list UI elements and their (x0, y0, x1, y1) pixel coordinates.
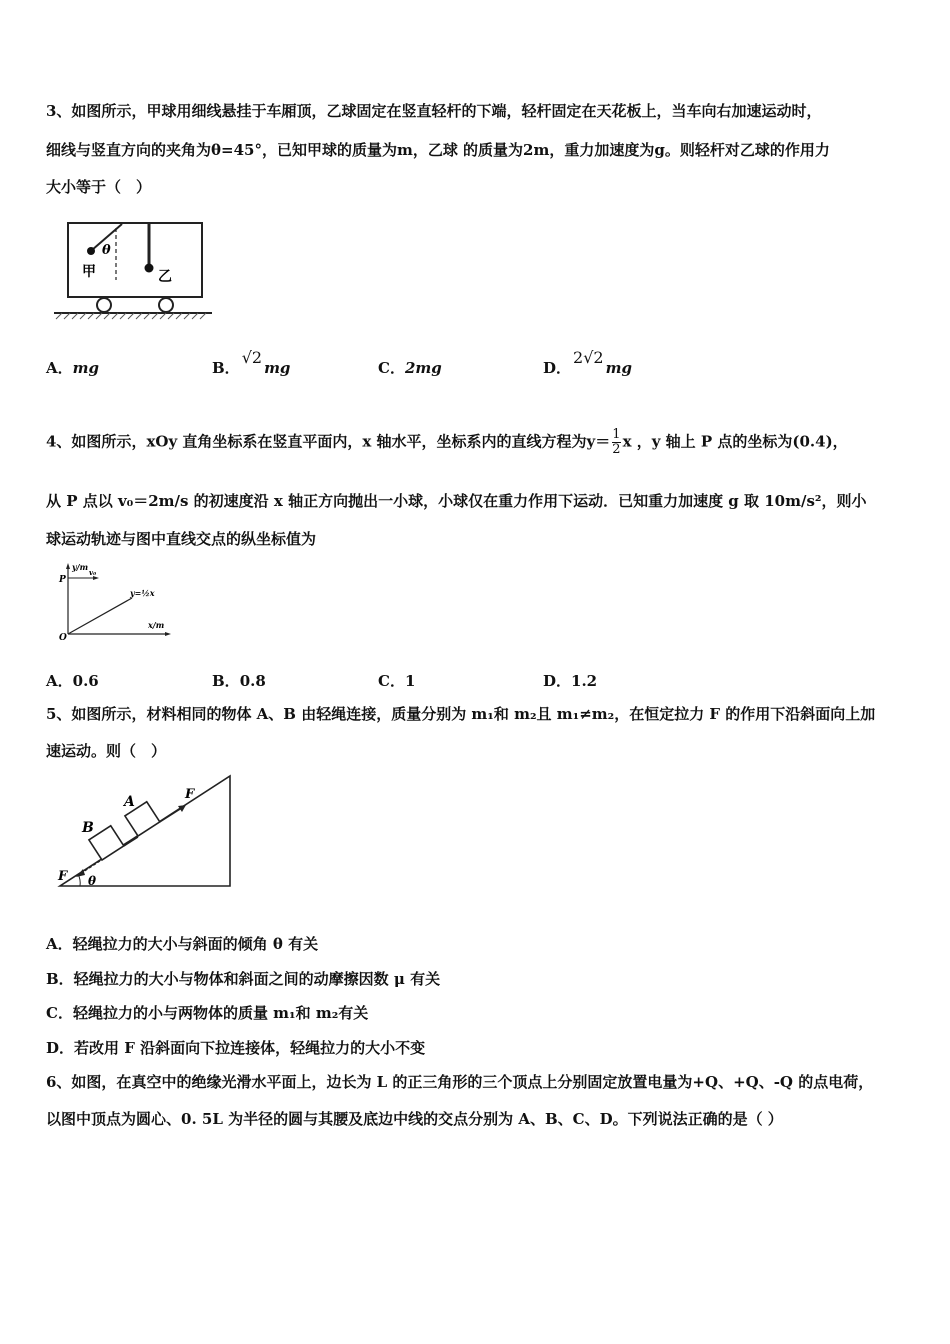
q4-figure-coordinate (56, 560, 176, 642)
rope (124, 837, 138, 846)
point-p-label: P (59, 575, 66, 585)
q5-line-1: 5、如图所示，材料相同的物体 A、B 由轻绳连接，质量分别为 m₁和 m₂且 m₁≠m₂，在恒定拉力 F 的作用下沿斜面向上加 (46, 705, 876, 723)
line-equation-label: y=½x (130, 588, 155, 598)
cart-body (68, 223, 202, 297)
q5-option-d: D．若改用 F 沿斜面向下拉连接体，轻绳拉力的大小不变 (46, 1039, 426, 1057)
label-yi: 乙 (158, 269, 172, 285)
q4-option-a: A．0.6 (46, 672, 99, 690)
q5-option-c: C．轻绳拉力的小与两物体的质量 m₁和 m₂有关 (46, 1004, 369, 1022)
fraction-one-half: $\frac{1}{2}$ (612, 427, 621, 457)
ball-yi (145, 264, 154, 273)
q5-option-b: B．轻绳拉力的大小与物体和斜面之间的动摩擦因数 μ 有关 (46, 970, 441, 988)
q3-line-2: 细线与竖直方向的夹角为θ=45°，已知甲球的质量为m，乙球 的质量为2m，重力加速度为g。则轻杆对乙球的作用力 (46, 141, 830, 159)
q6-line-1: 6、如图，在真空中的绝缘光滑水平面上，边长为 L 的正三角形的三个顶点上分别固定放置电量为+Q、+Q、-Q 的点电荷， (46, 1073, 874, 1091)
force-f-arrow (160, 808, 182, 822)
q4-line-2: 从 P 点以 v₀＝2m/s 的初速度沿 x 轴正方向抛出一小球，小球仅在重力作用下运动．已知重力加速度 g 取 10m/s²，则小 (46, 492, 867, 510)
q4-line-1: 4、如图所示，xOy 直角坐标系在竖直平面内，x 轴水平，坐标系内的直线方程为y＝ $\frac{1}{2}$ x ，y 轴上 P 点的坐标为(0.4)， (46, 427, 848, 457)
line-y-half-x (68, 598, 132, 634)
q3-option-b: B．√2mg (212, 348, 291, 377)
q4-line-3: 球运动轨迹与图中直线交点的纵坐标值为 (46, 530, 317, 548)
v0-label: v₀ (89, 568, 97, 577)
q3-option-a: A．mg (46, 359, 100, 377)
q3-option-c: C．2mg (378, 359, 442, 377)
q3-option-d: D．2√2mg (543, 348, 632, 377)
label-f-top: F (185, 787, 195, 802)
q5-option-a: A．轻绳拉力的大小与斜面的倾角 θ 有关 (46, 935, 319, 953)
q3-line-3: 大小等于（ ） (46, 178, 152, 196)
q4-option-b: B．0.8 (212, 672, 266, 690)
q5-line-2: 速运动。则（ ） (46, 742, 167, 760)
q3-figure-cart (52, 218, 214, 322)
label-a: A (124, 794, 135, 810)
label-b: B (82, 820, 94, 836)
label-theta: θ (102, 243, 111, 258)
q4-option-c: C．1 (378, 672, 416, 690)
q4-option-d: D．1.2 (543, 672, 598, 690)
label-jia: 甲 (82, 264, 96, 280)
block-b (89, 826, 124, 860)
wheel-left (97, 298, 111, 312)
label-f-bottom: F (58, 869, 68, 884)
origin-label: O (59, 633, 67, 642)
q6-line-2: 以图中顶点为圆心、0. 5L 为半径的圆与其腰及底边中线的交点分别为 A、B、C、D。下列说法正确的是（ ） (46, 1110, 783, 1128)
wheel-right (159, 298, 173, 312)
label-theta: θ (88, 874, 97, 888)
x-axis-label: x/m (148, 620, 165, 630)
ball-jia (87, 247, 95, 255)
q5-figure-incline (52, 770, 237, 892)
q3-line-1: 3、如图所示，甲球用细线悬挂于车厢顶，乙球固定在竖直轻杆的下端，轻杆固定在天花板上，当车向右加速运动时， (46, 102, 822, 120)
y-axis-label: y/m (72, 562, 89, 572)
